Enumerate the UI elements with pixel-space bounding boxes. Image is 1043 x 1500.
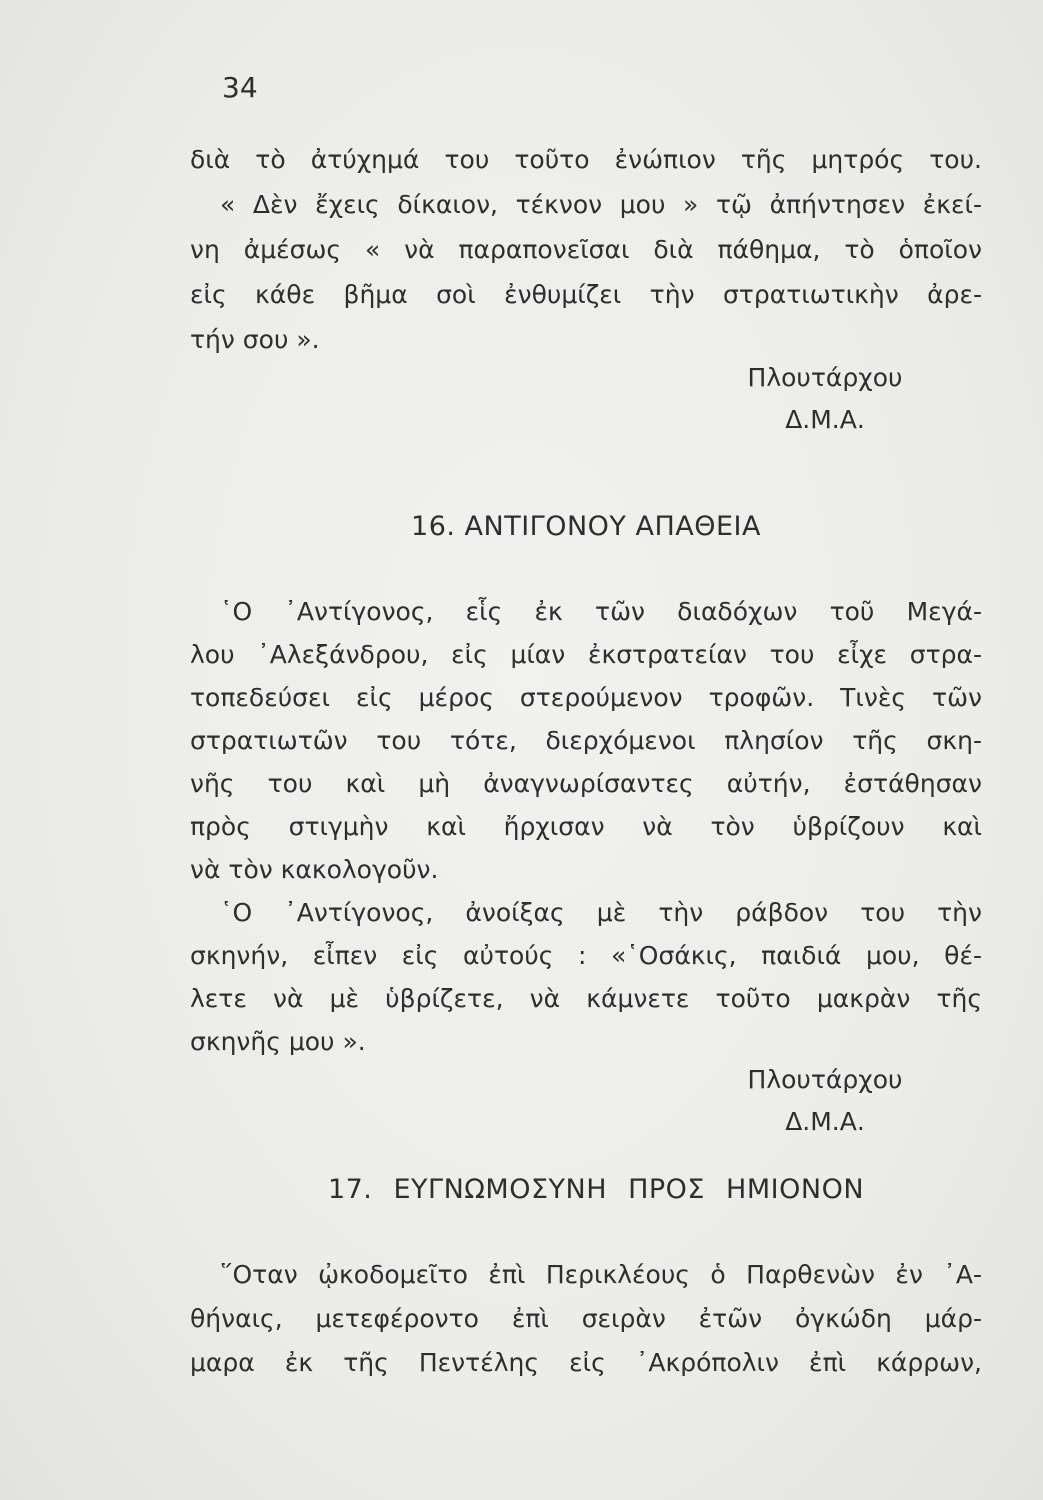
text-line: θήναις, μετεφέροντο ἐπὶ σειρὰν ἐτῶν ὀγκώδη μάρ- [190, 1304, 982, 1333]
text-line: νη ἀμέσως « νὰ παραπονεῖσαι διὰ πάθημα, τὸ ὁποῖον [190, 235, 982, 264]
author-initials: Δ.Μ.Α. [785, 405, 865, 434]
source-label: Πλουτάρχου [747, 363, 903, 392]
text-line: νῆς του καὶ μὴ ἀναγνωρίσαντες αὐτήν, ἐστάθησαν [190, 769, 982, 798]
text-line: σκηνήν, εἶπεν εἰς αὐτούς : «῾Οσάκις, παιδιά μου, θέ- [190, 941, 982, 970]
text-line: μαρα ἐκ τῆς Πεντέλης εἰς ᾿Ακρόπολιν ἐπὶ κάρρων, [190, 1348, 982, 1377]
paragraph [190, 1253, 982, 1385]
text-line: τοπεδεύσει εἰς μέρος στερούμενον τροφῶν. Τινὲς τῶν [190, 683, 982, 712]
text-line: εἰς κάθε βῆμα σοὶ ἐνθυμίζει τὴν στρατιωτικὴν ἀρε- [190, 280, 982, 309]
text-line: « Δὲν ἔχεις δίκαιον, τέκνον μου » τῷ ἀπήντησεν ἐκεί- [220, 190, 982, 219]
author-initials: Δ.Μ.Α. [785, 1107, 865, 1136]
text-line: ῾Ο ᾿Αντίγονος, εἷς ἐκ τῶν διαδόχων τοῦ Μεγά- [220, 597, 982, 626]
text-line: σκηνῆς μου ». [190, 1027, 366, 1056]
text-line: ῞Οταν ᾠκοδομεῖτο ἐπὶ Περικλέους ὁ Παρθενὼν ἐν ᾿Α- [220, 1260, 982, 1289]
text-line: λου ᾿Αλεξάνδρου, εἰς μίαν ἐκστρατείαν του εἶχε στρα- [190, 640, 982, 669]
story-17-text [190, 1253, 982, 1385]
text-line: διὰ τὸ ἀτύχημά του τοῦτο ἐνώπιον τῆς μητρός του. [190, 145, 982, 174]
author-attribution [720, 1059, 930, 1143]
text-line: τήν σου ». [190, 325, 320, 354]
text-line: ῾Ο ᾿Αντίγονος, ἀνοίξας μὲ τὴν ράβδον του τὴν [220, 898, 982, 927]
section-heading: 16. ΑΝΤΙΓΟΝΟΥ ΑΠΑΘΕΙΑ [411, 511, 761, 542]
story-16-text [190, 590, 982, 1063]
source-label: Πλουτάρχου [747, 1065, 903, 1094]
paragraph [190, 182, 982, 362]
text-line: πρὸς στιγμὴν καὶ ἤρχισαν νὰ τὸν ὑβρίζουν καὶ [190, 812, 982, 841]
text-line: λετε νὰ μὲ ὑβρίζετε, νὰ κάμνετε τοῦτο μακρὰν τῆς [190, 984, 982, 1013]
page-number: 34 [222, 71, 258, 104]
paragraph [190, 891, 982, 1063]
text-line: νὰ τὸν κακολογοῦν. [190, 855, 439, 884]
section-heading: 17. ΕΥΓΝΩΜΟΣΥΝΗ ΠΡΟΣ ΗΜΙΟΝΟΝ [327, 1174, 865, 1205]
text-line: στρατιωτῶν του τότε, διερχόμενοι πλησίον τῆς σκη- [190, 726, 982, 755]
paragraph [190, 137, 982, 182]
author-attribution [720, 357, 930, 441]
previous-story-text [190, 137, 982, 362]
paragraph [190, 590, 982, 891]
